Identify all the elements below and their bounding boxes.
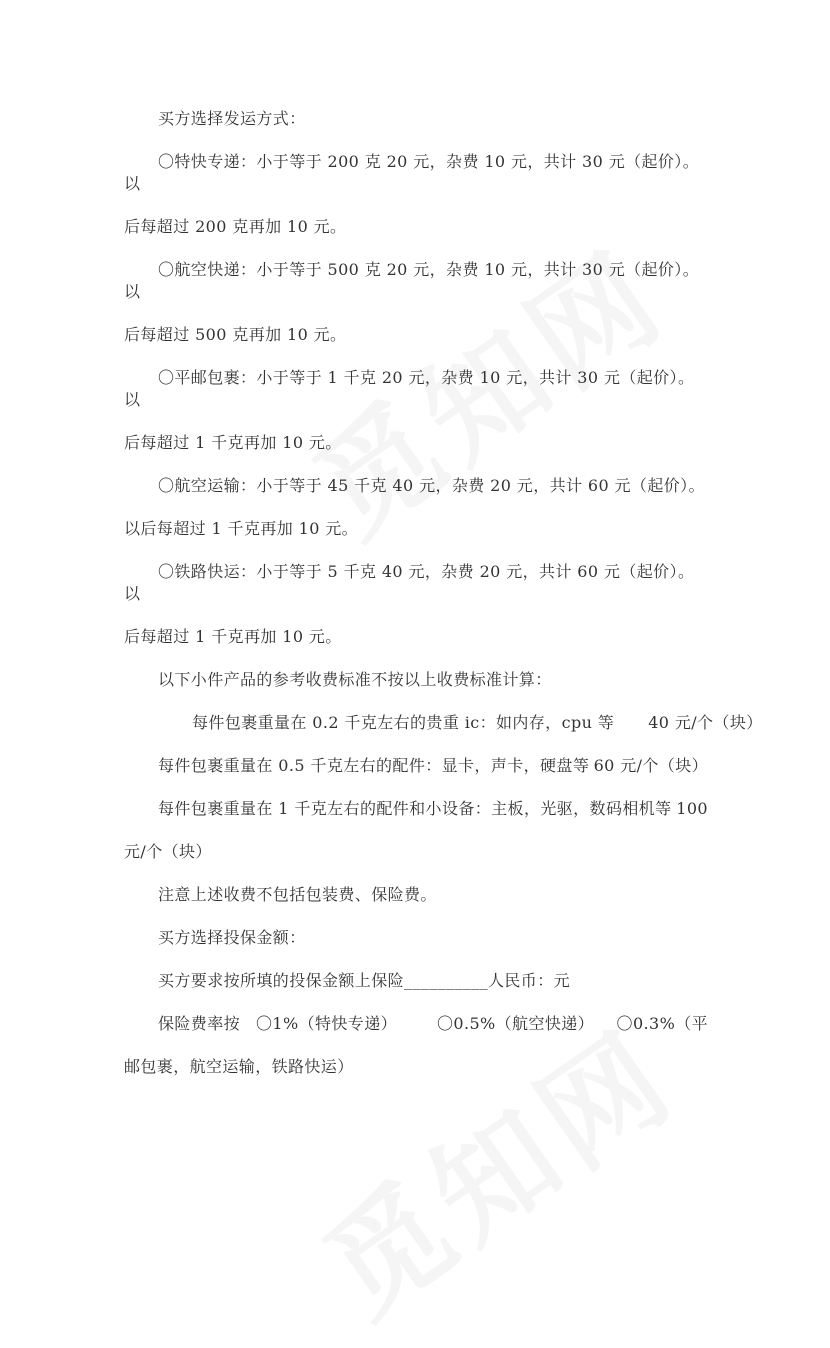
insurance-rate-option-05pct[interactable]: 〇0.5%（航空快递） — [437, 1014, 595, 1033]
shipping-option-line2: 后每超过 500 克再加 10 元。 — [124, 325, 347, 344]
small-item-price: 60 元/个（块） — [593, 756, 708, 775]
insurance-request: 买方要求按所填的投保金额上保险__________人民币：元 — [158, 971, 571, 990]
small-item-row — [124, 798, 708, 820]
shipping-option-line1: 〇航空快递：小于等于 500 克 20 元，杂费 10 元，共计 30 元（起价）。以 — [124, 260, 700, 301]
shipping-option-line2: 以后每超过 1 千克再加 10 元。 — [124, 519, 359, 538]
small-items-heading: 以下小件产品的参考收费标准不按以上收费标准计算： — [158, 670, 552, 689]
shipping-option-line1: 〇铁路快运：小于等于 5 千克 40 元，杂费 20 元，共计 60 元（起价）。以 — [124, 562, 695, 603]
shipping-option-express[interactable] — [124, 151, 708, 238]
small-item-price-unit: 元/个（块） — [124, 842, 212, 861]
small-item-desc: 每件包裹重量在 0.2 千克左右的贵重 ic：如内存，cpu 等 — [192, 713, 615, 732]
shipping-option-line1: 〇航空运输：小于等于 45 千克 40 元，杂费 20 元，共计 60 元（起价）。 — [158, 476, 705, 495]
shipping-option-rail-express[interactable] — [124, 561, 708, 648]
insurance-rate-option-1pct[interactable]: 〇1%（特快专递） — [256, 1014, 397, 1033]
small-item-price: 40 元/个（块） — [648, 713, 763, 732]
shipping-heading: 买方选择发运方式： — [158, 109, 306, 128]
shipping-option-air-freight[interactable] — [124, 475, 708, 540]
shipping-option-line2: 后每超过 1 千克再加 10 元。 — [124, 433, 342, 452]
small-item-row — [124, 755, 708, 777]
insurance-heading: 买方选择投保金额： — [158, 928, 306, 947]
shipping-option-line2: 后每超过 1 千克再加 10 元。 — [124, 627, 342, 646]
document-body — [124, 108, 763, 1078]
small-item-row — [124, 712, 763, 734]
shipping-option-air-express[interactable] — [124, 259, 708, 346]
insurance-rate-option-03pct[interactable]: 〇0.3%（平 — [616, 1014, 708, 1033]
small-item-desc: 每件包裹重量在 1 千克左右的配件和小设备：主板，光驱，数码相机等 — [158, 799, 672, 818]
shipping-option-surface-parcel[interactable] — [124, 367, 708, 454]
small-item-desc: 每件包裹重量在 0.5 千克左右的配件：显卡，声卡，硬盘等 — [158, 756, 590, 775]
small-item-price: 100 — [676, 799, 708, 818]
shipping-option-line1: 〇特快专递：小于等于 200 克 20 元，杂费 10 元，共计 30 元（起价）。以 — [124, 152, 700, 193]
insurance-rate-label: 保险费率按 — [158, 1014, 241, 1033]
shipping-option-line1: 〇平邮包裹：小于等于 1 千克 20 元，杂费 10 元，共计 30 元（起价）。以 — [124, 368, 695, 409]
shipping-option-line2: 后每超过 200 克再加 10 元。 — [124, 217, 347, 236]
insurance-rate-option-03pct-cont: 邮包裹，航空运输，铁路快运） — [124, 1057, 354, 1076]
fee-note: 注意上述收费不包括包装费、保险费。 — [158, 885, 437, 904]
insurance-rate-row — [124, 1013, 708, 1035]
